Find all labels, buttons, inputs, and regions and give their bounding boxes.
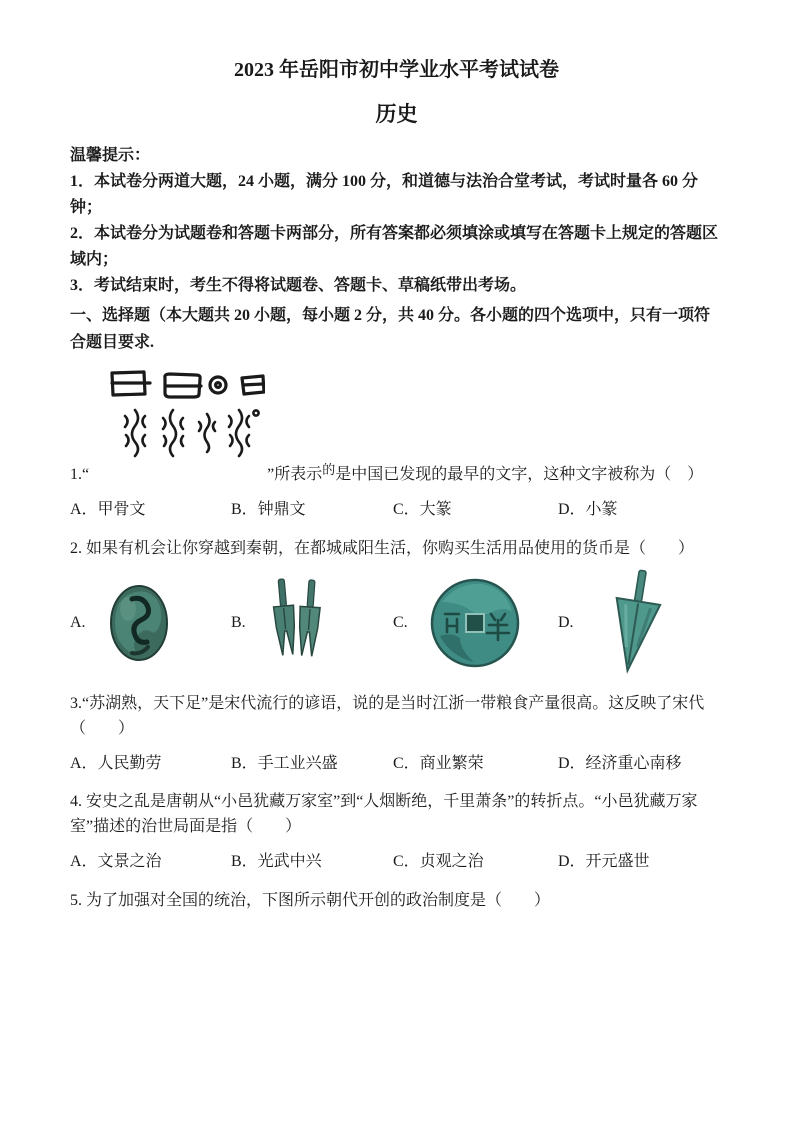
question-4-option-c: C．贞观之治 (393, 853, 484, 870)
section-one-heading: 一、选择题（本大题共 20 小题，每小题 2 分，共 40 分。各小题的四个选项中，只有一项符合题目要求. (70, 307, 711, 351)
question-3-option-d: D．经济重心南移 (558, 755, 682, 772)
question-4-option-a: A．文景之治 (70, 853, 162, 870)
question-1-sup-char: 的 (322, 462, 336, 477)
question-1-open-quote: 1.“ (70, 466, 90, 483)
exam-title: 2023 年岳阳市初中学业水平考试试卷 (234, 59, 559, 81)
question-3 (70, 691, 723, 776)
question-1-option-c: C．大篆 (393, 501, 452, 518)
question-4-options (70, 850, 723, 874)
question-2-option-a-label: A. (70, 614, 86, 631)
question-2-option-b (231, 577, 393, 669)
notice-item-1: 1．本试卷分两道大题，24 小题，满分 100 分，和道德与法治合堂考试，考试时量各 60 分钟； (70, 173, 699, 216)
question-1 (70, 462, 723, 522)
question-1-rest: 是中国已发现的最早的文字，这种文字被称为（ ） (335, 466, 704, 483)
exam-subject: 历史 (375, 102, 418, 126)
knife-coins-image (268, 577, 326, 669)
question-2-option-a (70, 583, 231, 663)
question-2-option-c-label: C. (393, 614, 408, 631)
question-4 (70, 789, 723, 874)
notice-item-2: 2．本试卷分为试题卷和答题卡两部分，所有答案都必须填涂或填写在答题卡上规定的答题区域内； (70, 225, 719, 268)
question-1-options (70, 498, 723, 522)
question-2-option-b-label: B. (231, 614, 246, 631)
question-1-close-quote: ”所表示 (267, 466, 323, 483)
question-5-stem: 5. 为了加强对全国的统治，下图所示朝代开创的政治制度是（ ） (70, 892, 551, 909)
spade-coin-image (596, 568, 672, 678)
question-2-stem: 2. 如果有机会让你穿越到秦朝，在都城咸阳生活，你购买生活用品使用的货币是（ ） (70, 540, 695, 557)
notice-item-3: 3．考试结束时，考生不得将试题卷、答题卡、草稿纸带出考场。 (70, 277, 527, 294)
question-1-option-b: B．钟鼎文 (231, 501, 306, 518)
question-2-option-c (393, 578, 558, 668)
question-2 (70, 536, 723, 679)
question-3-options (70, 752, 723, 776)
question-3-stem: 3.“苏湖熟，天下足”是宋代流行的谚语，说的是当时江浙一带粮食产量很高。这反映了宋代（ ） (70, 695, 705, 737)
question-2-option-d-label: D. (558, 614, 574, 631)
oracle-bone-script-image (105, 366, 723, 458)
question-1-stem (70, 462, 723, 487)
question-2-option-d (558, 568, 723, 678)
notice-heading: 温馨提示： (70, 147, 151, 164)
question-5 (70, 888, 723, 913)
question-4-stem: 4. 安史之乱是唐朝从“小邑犹藏万家室”到“人烟断绝，千里萧条”的转折点。“小邑犹藏万家室”描述的治世局面是指（ ） (70, 793, 698, 835)
round-coin-square-hole-image (430, 578, 520, 668)
question-1-option-a: A．甲骨文 (70, 501, 146, 518)
question-4-option-b: B．光武中兴 (231, 853, 322, 870)
question-1-option-d: D．小篆 (558, 501, 618, 518)
notice-block (70, 143, 723, 299)
ant-nose-coin-image (108, 583, 170, 663)
question-3-option-b: B．手工业兴盛 (231, 755, 338, 772)
question-4-option-d: D．开元盛世 (558, 853, 650, 870)
question-2-option-images (70, 567, 723, 679)
question-3-option-a: A．人民勤劳 (70, 755, 162, 772)
question-3-option-c: C．商业繁荣 (393, 755, 484, 772)
